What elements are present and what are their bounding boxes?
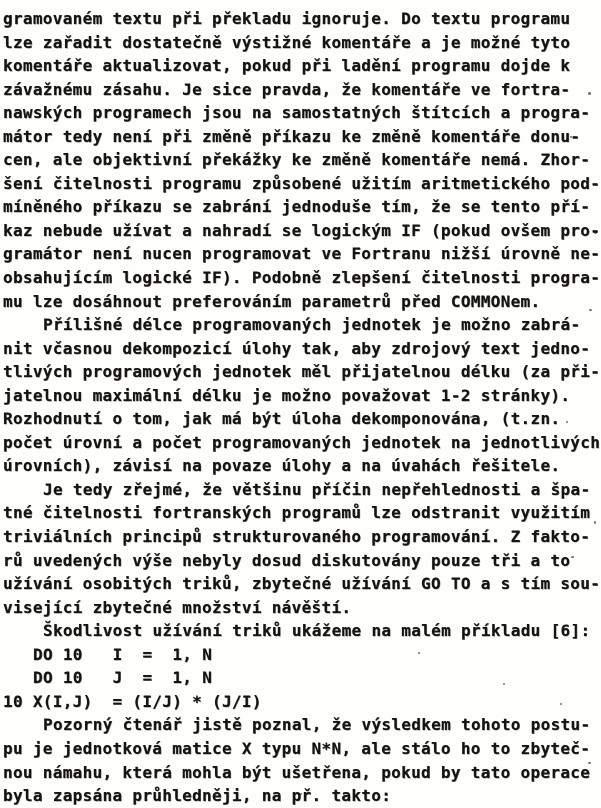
text-line-22: tné čitelnosti fortranských programů lze odstranit využitím [3,503,591,523]
paragraph-start-line-21: Je tedy zřejmé, že většinu příčin nepřehlednosti a špa- [43,479,591,499]
text-line-25: užívání osobitých triků, zbytečné užívání GO TO a s tím sou- [3,574,601,594]
text-line-17: jatelnou maximální délku je možno považovat 1-2 stránky). [3,385,571,405]
text-line-5: nawských programech jsou na samostatných štítcích a progra- [3,103,591,123]
text-line-16: tlivých programových jednotek měl přijatelnou délku (za při- [3,362,601,382]
text-line-33: nou námahu, která mohla být ušetřena, pokud by tato operace [3,762,591,782]
text-line-9: míněného příkazu se zabrání jednoduše tím, že se tento pří- [3,197,591,217]
text-line-10: kaz nebude užívat a nahradí se logickým IF (pokud ovšem pro- [3,220,601,240]
text-line-12: obsahujícím logické IF). Podobně zlepšení čitelnosti progra- [3,268,601,288]
text-line-32: pu je jednotková matice X typu N*N, ale stálo ho to zbyteč- [3,738,591,758]
text-line-18: Rozhodnutí o tom, jak má být úloha dekomponována, (t.zn. [3,409,561,429]
text-line-11: gramátor není nucen programovat ve Fortranu nižší úrovně ne- [3,244,601,264]
code-line-assignment: 10 X(I,J) = (I/J) * (J/I) [3,691,262,711]
text-line-26: visející zbytečné množství návěští. [3,597,352,617]
code-line-do-inner: DO 10 J = 1, N [33,668,213,688]
text-line-13: mu lze dosáhnout preferováním parametrů před COMMONem. [3,291,541,311]
text-line-6: mátor tedy není při změně příkazu ke změně komentáře donu- [3,126,581,146]
text-line-4: závažnému zásahu. Je sice pravda, že komentáře ve fortra- [3,79,571,99]
text-line-19: počet úrovní a počet programovaných jednotek na jednotlivých [3,432,601,452]
paragraph-start-line-27: Škodlivost užívání triků ukážeme na malém příkladu [6]: [43,621,591,641]
text-line-24: rů uvedených výše nebyly dosud diskutovány pouze tři a to [3,550,571,570]
paragraph-start-line-14: Přílišné délce programovaných jednotek je možno zabrá- [43,315,581,335]
body-text [3,7,599,808]
text-line-1: gramovaném textu při překladu ignoruje. Do textu programu [3,9,571,28]
text-line-15: nit včasnou dekompozicí úlohy tak, aby zdrojový text jedno- [3,338,591,358]
text-line-2: lze zařadit dostatečně výstižné komentáře a je možné tyto [3,32,571,52]
text-line-34: byla zapsána průhledněji, na př. takto: [3,786,392,806]
paragraph-start-line-31: Pozorný čtenář jistě poznal, že výsledkem tohoto postu- [43,715,591,735]
text-line-3: komentáře aktualizovat, pokud při ladění programu dojde k [3,56,571,76]
text-line-23: triviálních principů strukturovaného programování. Z fakto- [3,527,591,547]
code-line-do-outer: DO 10 I = 1, N [33,644,213,664]
text-line-8: šení čitelnosti programu způsobené užitím aritmetického pod- [3,173,601,193]
text-line-7: cen, ale objektivní překážky ke změně komentáře nemá. Zhor- [3,150,591,170]
text-line-20: úrovních), závisí na povaze úlohy a na úvahách řešitele. [3,456,561,476]
